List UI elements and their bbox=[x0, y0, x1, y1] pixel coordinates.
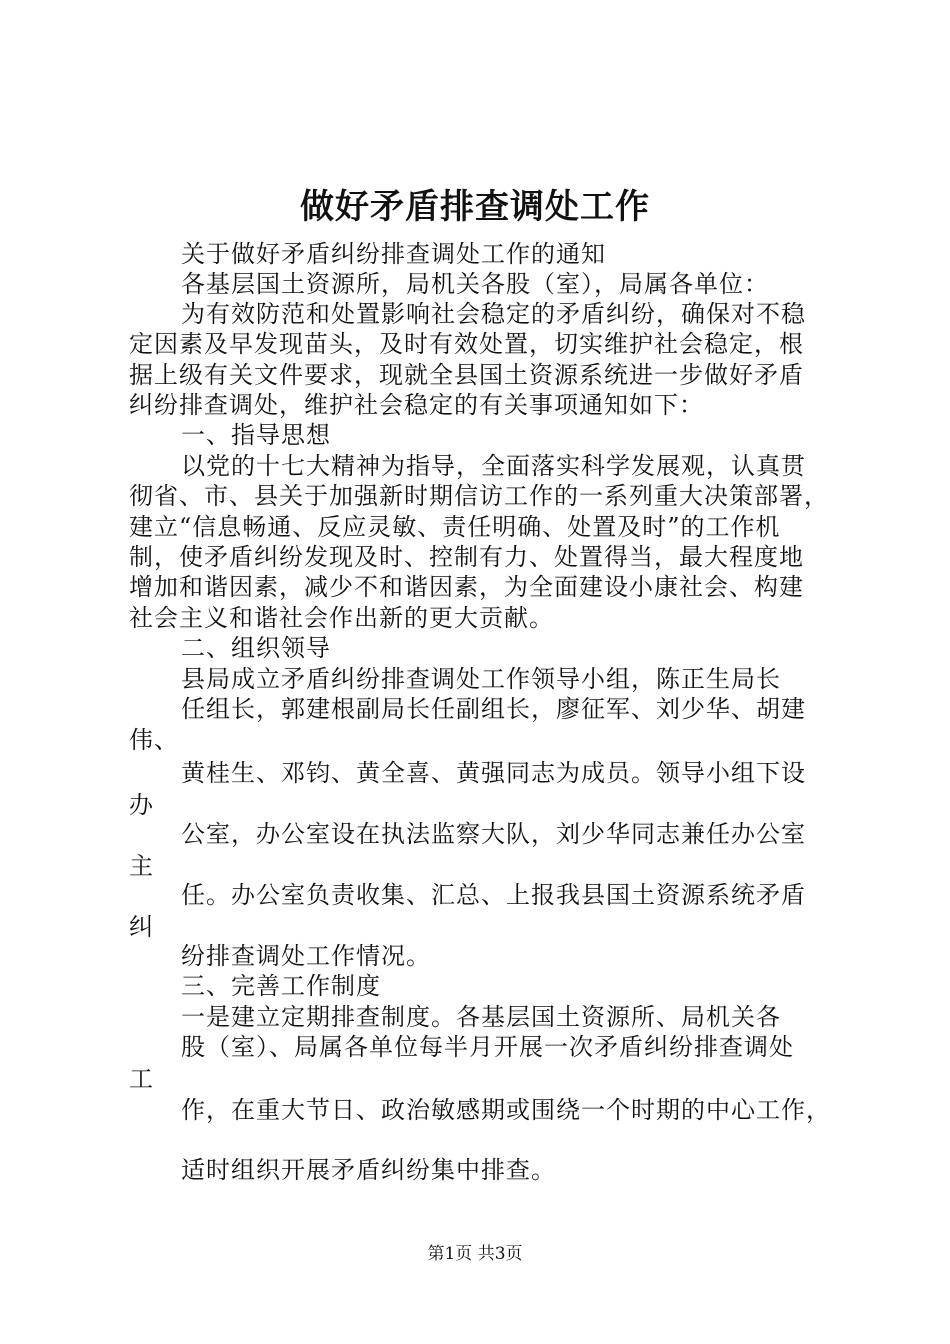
section-heading: 一、指导思想 bbox=[181, 421, 331, 449]
paragraph-line: 以党的十七大精神为指导，全面落实科学发展观，认真贯 bbox=[181, 452, 806, 480]
paragraph-line: 定因素及早发现苗头，及时有效处置，切实维护社会稳定，根 bbox=[129, 330, 804, 358]
notice-heading: 关于做好矛盾纠纷排查调处工作的通知 bbox=[181, 240, 606, 268]
paragraph-line: 任组长，郭建根副局长任副组长，廖征军、刘少华、胡建 bbox=[181, 695, 806, 723]
paragraph-line: 作，在重大节日、政治敏感期或围绕一个时期的中心工作， bbox=[181, 1096, 831, 1124]
paragraph-line: 县局成立矛盾纠纷排查调处工作领导小组，陈正生局长 bbox=[181, 665, 781, 693]
paragraph-line: 工 bbox=[129, 1065, 154, 1093]
section-heading: 三、完善工作制度 bbox=[181, 972, 381, 1000]
paragraph-line: 黄桂生、邓钧、黄全喜、黄强同志为成员。领导小组下设 bbox=[181, 759, 806, 787]
paragraph-line: 纷排查调处工作情况。 bbox=[181, 942, 431, 970]
paragraph-line: 股（室）、局属各单位每半月开展一次矛盾纠纷排查调处 bbox=[181, 1033, 794, 1061]
paragraph-line: 建立“信息畅通、反应灵敏、责任明确、处置及时”的工作机 bbox=[129, 513, 781, 541]
paragraph-line: 纠纷排查调处，维护社会稳定的有关事项通知如下： bbox=[129, 391, 704, 419]
paragraph-line: 适时组织开展矛盾纠纷集中排查。 bbox=[181, 1156, 556, 1184]
paragraph-line: 伟、 bbox=[129, 726, 179, 754]
paragraph-line: 据上级有关文件要求，现就全县国土资源系统进一步做好矛盾 bbox=[129, 361, 804, 389]
document-title: 做好矛盾排查调处工作 bbox=[300, 187, 650, 227]
page-number-footer: 第1页 共3页 bbox=[427, 1244, 523, 1264]
paragraph-line: 主 bbox=[129, 852, 154, 880]
paragraph-line: 一是建立定期排查制度。各基层国土资源所、局机关各 bbox=[181, 1003, 781, 1031]
addressee-line: 各基层国土资源所，局机关各股（室），局属各单位： bbox=[181, 270, 769, 298]
paragraph-line: 为有效防范和处置影响社会稳定的矛盾纠纷，确保对不稳 bbox=[181, 300, 806, 328]
section-heading: 二、组织领导 bbox=[181, 634, 331, 662]
paragraph-line: 彻省、市、县关于加强新时期信访工作的一系列重大决策部署， bbox=[129, 482, 829, 510]
paragraph-line: 制，使矛盾纠纷发现及时、控制有力、处置得当，最大程度地 bbox=[129, 543, 804, 571]
paragraph-line: 任。办公室负责收集、汇总、上报我县国土资源系统矛盾 bbox=[181, 881, 806, 909]
paragraph-line: 公室，办公室设在执法监察大队，刘少华同志兼任办公室 bbox=[181, 820, 806, 848]
paragraph-line: 增加和谐因素，减少不和谐因素，为全面建设小康社会、构建 bbox=[129, 573, 804, 601]
paragraph-line: 社会主义和谐社会作出新的更大贡献。 bbox=[129, 604, 554, 632]
paragraph-line: 办 bbox=[129, 791, 154, 819]
paragraph-line: 纠 bbox=[129, 913, 154, 941]
